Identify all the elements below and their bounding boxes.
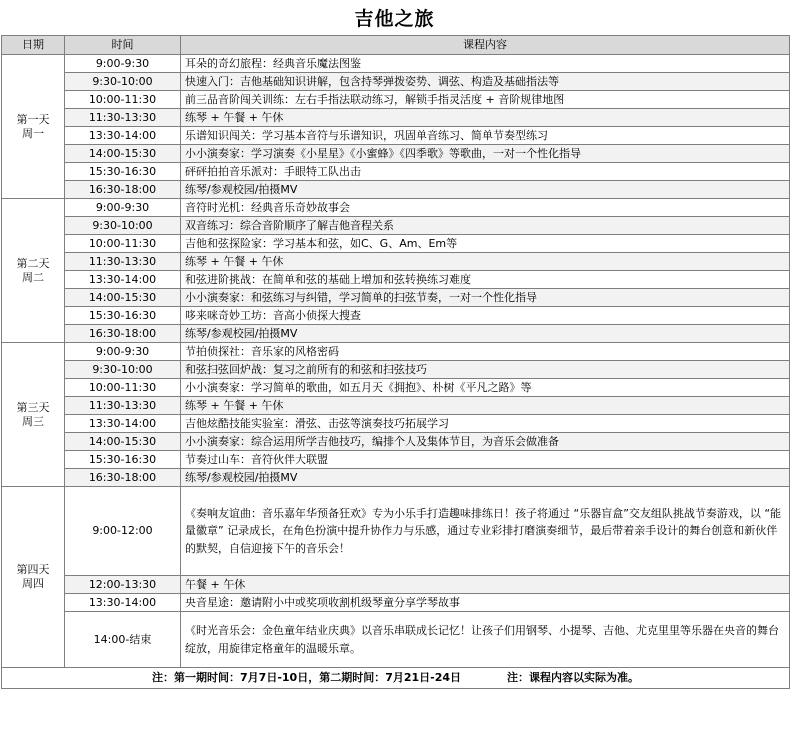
content-cell: 砰砰拍拍音乐派对：手眼特工队出击 (181, 163, 790, 181)
time-cell: 10:00-11:30 (65, 235, 181, 253)
table-row (2, 91, 790, 109)
content-cell: 节奏过山车：音符伙伴大联盟 (181, 451, 790, 469)
table-row (2, 127, 790, 145)
time-cell: 10:00-11:30 (65, 379, 181, 397)
time-cell: 15:30-16:30 (65, 307, 181, 325)
table-row (2, 199, 790, 217)
content-cell: 午餐 + 午休 (181, 576, 790, 594)
day-cell: 第一天 周一 (2, 55, 65, 199)
table-row (2, 217, 790, 235)
table-row (2, 163, 790, 181)
time-cell: 16:30-18:00 (65, 181, 181, 199)
time-cell: 15:30-16:30 (65, 451, 181, 469)
content-cell: 前三品音阶闯关训练：左右手指法联动练习，解锁手指灵活度 + 音阶规律地图 (181, 91, 790, 109)
time-cell: 10:00-11:30 (65, 91, 181, 109)
content-cell: 小小演奏家：综合运用所学吉他技巧，编排个人及集体节目，为音乐会做准备 (181, 433, 790, 451)
content-cell: 小小演奏家：和弦练习与纠错，学习简单的扫弦节奏，一对一个性化指导 (181, 289, 790, 307)
table-row (2, 325, 790, 343)
time-cell: 9:00-12:00 (65, 487, 181, 576)
time-cell: 15:30-16:30 (65, 163, 181, 181)
table-row (2, 55, 790, 73)
time-cell: 13:30-14:00 (65, 127, 181, 145)
table-row (2, 307, 790, 325)
content-cell: 音符时光机：经典音乐奇妙故事会 (181, 199, 790, 217)
day-cell: 第三天 周三 (2, 343, 65, 487)
content-cell: 《奏响友谊曲：音乐嘉年华预备狂欢》专为小乐手打造趣味排练日！孩子将通过 “乐器盲盒”交友组队挑战节奏游戏，以 “能量徽章” 记录成长，在角色扮演中提升协作力与乐感，通过专业彩排打磨演奏细节，最后带着亲手设计的舞台创意和新伙伴的默契，自信迎接下午的音乐会！ (181, 487, 790, 576)
content-cell: 双音练习：综合音阶顺序了解吉他音程关系 (181, 217, 790, 235)
time-cell: 14:00-15:30 (65, 289, 181, 307)
table-row (2, 397, 790, 415)
content-cell: 和弦扫弦回炉战：复习之前所有的和弦和扫弦技巧 (181, 361, 790, 379)
table-row (2, 361, 790, 379)
content-cell: 《时光音乐会：金色童年结业庆典》以音乐串联成长记忆！让孩子们用钢琴、小提琴、吉他、尤克里里等乐器在央音的舞台绽放，用旋律定格童年的温暖乐章。 (181, 612, 790, 668)
day-cell: 第四天 周四 (2, 487, 65, 668)
table-row (2, 181, 790, 199)
table-row (2, 594, 790, 612)
content-cell: 小小演奏家：学习演奏《小星星》《小蜜蜂》《四季歌》等歌曲，一对一个性化指导 (181, 145, 790, 163)
content-cell: 练琴/参观校园/拍摄MV (181, 469, 790, 487)
content-cell: 吉他炫酷技能实验室：滑弦、击弦等演奏技巧拓展学习 (181, 415, 790, 433)
time-cell: 13:30-14:00 (65, 594, 181, 612)
time-cell: 9:30-10:00 (65, 73, 181, 91)
time-cell: 9:30-10:00 (65, 217, 181, 235)
time-cell: 16:30-18:00 (65, 469, 181, 487)
table-row (2, 415, 790, 433)
time-cell: 13:30-14:00 (65, 415, 181, 433)
table-row (2, 612, 790, 668)
table-row (2, 379, 790, 397)
table-row (2, 451, 790, 469)
table-row (2, 109, 790, 127)
time-cell: 13:30-14:00 (65, 271, 181, 289)
table-row (2, 433, 790, 451)
content-cell: 练琴 + 午餐 + 午休 (181, 397, 790, 415)
content-cell: 练琴/参观校园/拍摄MV (181, 325, 790, 343)
time-cell: 11:30-13:30 (65, 109, 181, 127)
schedule-table (1, 35, 790, 689)
table-row (2, 235, 790, 253)
time-cell: 14:00-结束 (65, 612, 181, 668)
header-time: 时间 (65, 36, 181, 55)
table-row (2, 469, 790, 487)
time-cell: 14:00-15:30 (65, 145, 181, 163)
time-cell: 9:30-10:00 (65, 361, 181, 379)
content-cell: 快速入门：吉他基础知识讲解，包含持琴弹拨姿势、调弦、构造及基础指法等 (181, 73, 790, 91)
header-content: 课程内容 (181, 36, 790, 55)
table-row (2, 343, 790, 361)
time-cell: 9:00-9:30 (65, 55, 181, 73)
table-row (2, 73, 790, 91)
time-cell: 12:00-13:30 (65, 576, 181, 594)
content-cell: 练琴/参观校园/拍摄MV (181, 181, 790, 199)
table-row (2, 145, 790, 163)
content-cell: 练琴 + 午餐 + 午休 (181, 253, 790, 271)
time-cell: 9:00-9:30 (65, 199, 181, 217)
time-cell: 9:00-9:30 (65, 343, 181, 361)
footer-note: 注：第一期时间：7月7日-10日，第二期时间：7月21日-24日 注：课程内容以实际为准。 (2, 668, 790, 689)
time-cell: 11:30-13:30 (65, 397, 181, 415)
table-row (2, 487, 790, 576)
footer-row (2, 668, 790, 689)
table-row (2, 576, 790, 594)
table-row (2, 289, 790, 307)
content-cell: 小小演奏家：学习简单的歌曲，如五月天《拥抱》、朴树《平凡之路》等 (181, 379, 790, 397)
content-cell: 练琴 + 午餐 + 午休 (181, 109, 790, 127)
header-day: 日期 (2, 36, 65, 55)
content-cell: 和弦进阶挑战：在简单和弦的基础上增加和弦转换练习难度 (181, 271, 790, 289)
time-cell: 11:30-13:30 (65, 253, 181, 271)
table-row (2, 253, 790, 271)
content-cell: 耳朵的奇幻旅程：经典音乐魔法图鉴 (181, 55, 790, 73)
content-cell: 乐谱知识闯关：学习基本音符与乐谱知识，巩固单音练习、简单节奏型练习 (181, 127, 790, 145)
page-title: 吉他之旅 (354, 8, 435, 30)
content-cell: 吉他和弦探险家：学习基本和弦，如C、G、Am、Em等 (181, 235, 790, 253)
header-row (2, 36, 790, 55)
time-cell: 14:00-15:30 (65, 433, 181, 451)
day-cell: 第二天 周二 (2, 199, 65, 343)
time-cell: 16:30-18:00 (65, 325, 181, 343)
table-row (2, 271, 790, 289)
content-cell: 哆来咪奇妙工坊：音高小侦探大搜查 (181, 307, 790, 325)
content-cell: 央音星途：邀请附小中或奖项收割机级琴童分享学琴故事 (181, 594, 790, 612)
content-cell: 节拍侦探社：音乐家的风格密码 (181, 343, 790, 361)
